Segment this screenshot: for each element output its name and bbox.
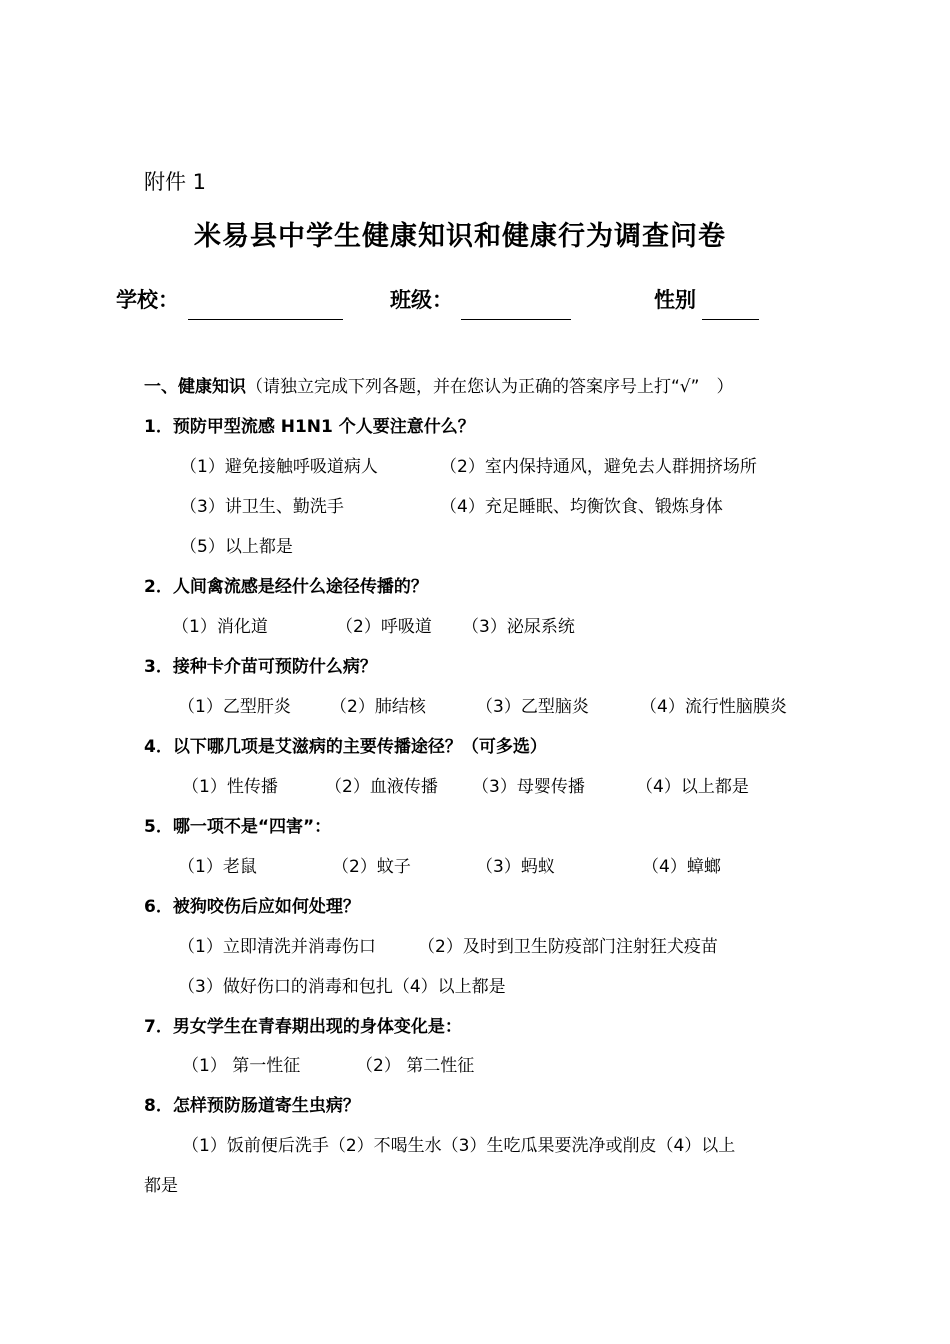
gender-field[interactable] bbox=[702, 319, 759, 320]
question-7: 7．男女学生在青春期出现的身体变化是： bbox=[144, 1017, 462, 1037]
question-2: 2．人间禽流感是经什么途径传播的？ bbox=[144, 577, 428, 597]
q5-option-1[interactable]: （1）老鼠 bbox=[178, 857, 257, 877]
q2-option-1[interactable]: （1）消化道 bbox=[172, 617, 268, 637]
q4-option-2[interactable]: （2）血液传播 bbox=[325, 777, 438, 797]
q1-option-3[interactable]: （3）讲卫生、勤洗手 bbox=[180, 497, 344, 517]
q6-option-1[interactable]: （1）立即清洗并消毒伤口 bbox=[178, 937, 376, 957]
class-label: 班级： bbox=[390, 288, 453, 312]
section-instruction: （请独立完成下列各题，并在您认为正确的答案序号上打“√” ） bbox=[246, 377, 734, 397]
class-field[interactable] bbox=[461, 319, 571, 320]
section-heading-row bbox=[144, 372, 733, 397]
q8-option-line-2[interactable]: 都是 bbox=[144, 1176, 178, 1196]
q4-option-4[interactable]: （4）以上都是 bbox=[636, 777, 749, 797]
q3-option-3[interactable]: （3）乙型脑炎 bbox=[476, 697, 589, 717]
q5-option-3[interactable]: （3）蚂蚁 bbox=[476, 857, 555, 877]
section-heading: 一、健康知识 bbox=[144, 377, 246, 397]
q1-option-5[interactable]: （5）以上都是 bbox=[180, 537, 293, 557]
attachment-label: 附件 1 bbox=[144, 170, 207, 194]
q1-option-4[interactable]: （4）充足睡眠、均衡饮食、锻炼身体 bbox=[440, 497, 723, 517]
question-3: 3．接种卡介苗可预防什么病？ bbox=[144, 657, 377, 677]
q3-option-2[interactable]: （2）肺结核 bbox=[330, 697, 426, 717]
q1-option-1[interactable]: （1）避免接触呼吸道病人 bbox=[180, 457, 378, 477]
q7-option-2[interactable]: （2） 第二性征 bbox=[356, 1056, 475, 1076]
q5-option-2[interactable]: （2）蚊子 bbox=[332, 857, 411, 877]
question-4: 4．以下哪几项是艾滋病的主要传播途径？（可多选） bbox=[144, 737, 547, 757]
q3-option-1[interactable]: （1）乙型肝炎 bbox=[178, 697, 291, 717]
question-5: 5．哪一项不是“四害”： bbox=[144, 817, 332, 837]
q7-option-1[interactable]: （1） 第一性征 bbox=[182, 1056, 301, 1076]
q3-option-4[interactable]: （4）流行性脑膜炎 bbox=[640, 697, 787, 717]
q5-option-4[interactable]: （4）蟑螂 bbox=[642, 857, 721, 877]
q6-option-3[interactable]: （3）做好伤口的消毒和包扎（4）以上都是 bbox=[178, 977, 506, 997]
q8-option-line-1[interactable]: （1）饭前便后洗手（2）不喝生水（3）生吃瓜果要洗净或削皮（4）以上 bbox=[182, 1136, 736, 1156]
question-1: 1．预防甲型流感 H1N1 个人要注意什么？ bbox=[144, 417, 475, 437]
school-label: 学校： bbox=[116, 288, 179, 312]
school-field[interactable] bbox=[188, 319, 343, 320]
question-6: 6．被狗咬伤后应如何处理？ bbox=[144, 897, 360, 917]
q4-option-3[interactable]: （3）母婴传播 bbox=[472, 777, 585, 797]
q4-option-1[interactable]: （1）性传播 bbox=[182, 777, 278, 797]
q1-option-2[interactable]: （2）室内保持通风，避免去人群拥挤场所 bbox=[440, 457, 757, 477]
page-title: 米易县中学生健康知识和健康行为调查问卷 bbox=[194, 221, 726, 252]
q6-option-2[interactable]: （2）及时到卫生防疫部门注射狂犬疫苗 bbox=[418, 937, 718, 957]
q2-option-3[interactable]: （3）泌尿系统 bbox=[462, 617, 575, 637]
gender-label: 性别 bbox=[654, 288, 696, 312]
question-8: 8．怎样预防肠道寄生虫病？ bbox=[144, 1096, 360, 1116]
q2-option-2[interactable]: （2）呼吸道 bbox=[336, 617, 432, 637]
